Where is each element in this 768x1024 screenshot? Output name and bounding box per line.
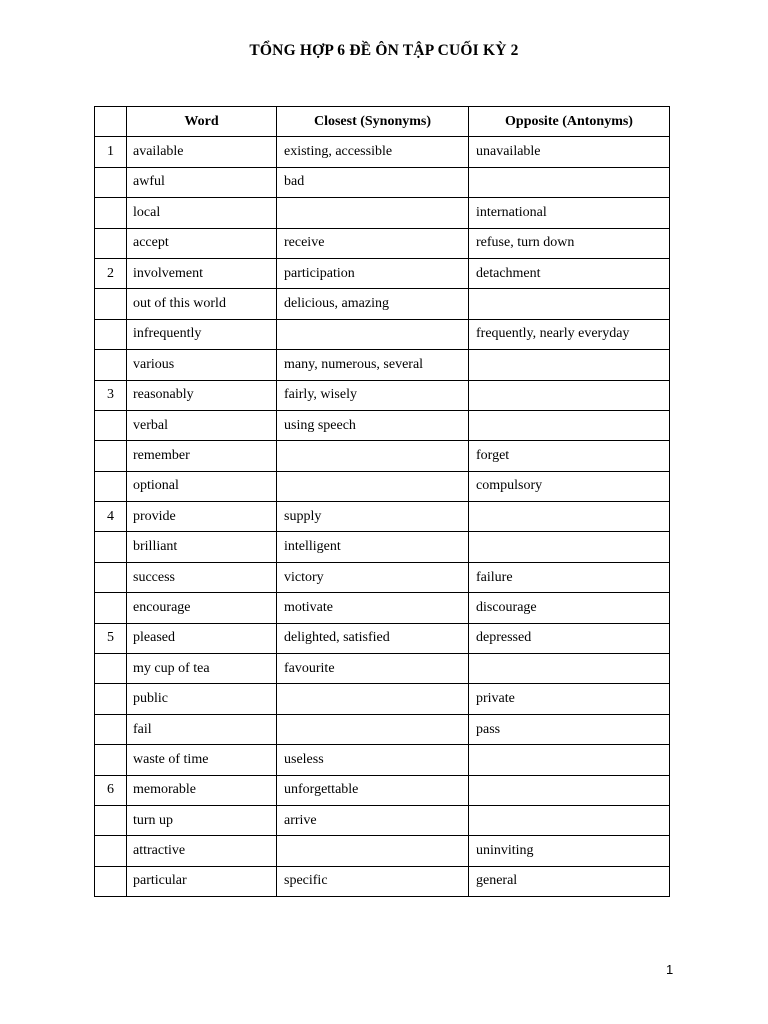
synonyms-cell: bad: [277, 167, 469, 197]
antonyms-cell: detachment: [469, 258, 670, 288]
synonyms-cell: [277, 471, 469, 501]
antonyms-cell: [469, 805, 670, 835]
header-antonyms: Opposite (Antonyms): [469, 107, 670, 137]
row-number: [95, 805, 127, 835]
word-cell: brilliant: [127, 532, 277, 562]
table-row: [95, 289, 670, 319]
table-row: [95, 167, 670, 197]
antonyms-cell: [469, 745, 670, 775]
table-row: [95, 866, 670, 896]
antonyms-cell: forget: [469, 441, 670, 471]
antonyms-cell: uninviting: [469, 836, 670, 866]
word-cell: fail: [127, 714, 277, 744]
word-cell: success: [127, 562, 277, 592]
synonyms-cell: many, numerous, several: [277, 350, 469, 380]
table-header-row: [95, 107, 670, 137]
row-number: 3: [95, 380, 127, 410]
word-cell: turn up: [127, 805, 277, 835]
synonyms-cell: useless: [277, 745, 469, 775]
row-number: [95, 866, 127, 896]
table-row: [95, 258, 670, 288]
word-cell: awful: [127, 167, 277, 197]
word-cell: waste of time: [127, 745, 277, 775]
word-cell: attractive: [127, 836, 277, 866]
table-row: [95, 198, 670, 228]
row-number: [95, 593, 127, 623]
word-cell: available: [127, 137, 277, 167]
word-cell: encourage: [127, 593, 277, 623]
word-cell: local: [127, 198, 277, 228]
synonyms-cell: motivate: [277, 593, 469, 623]
table-row: [95, 836, 670, 866]
synonyms-cell: delicious, amazing: [277, 289, 469, 319]
table-row: [95, 745, 670, 775]
row-number: 2: [95, 258, 127, 288]
antonyms-cell: general: [469, 866, 670, 896]
table-row: [95, 593, 670, 623]
table-row: [95, 684, 670, 714]
row-number: [95, 745, 127, 775]
table-row: [95, 805, 670, 835]
antonyms-cell: [469, 654, 670, 684]
table-row: [95, 137, 670, 167]
antonyms-cell: private: [469, 684, 670, 714]
synonyms-cell: arrive: [277, 805, 469, 835]
vocabulary-table: [94, 106, 670, 897]
antonyms-cell: discourage: [469, 593, 670, 623]
row-number: [95, 441, 127, 471]
word-cell: out of this world: [127, 289, 277, 319]
synonyms-cell: victory: [277, 562, 469, 592]
synonyms-cell: [277, 714, 469, 744]
table-row: [95, 441, 670, 471]
header-number: [95, 107, 127, 137]
table-row: [95, 228, 670, 258]
row-number: 1: [95, 137, 127, 167]
word-cell: accept: [127, 228, 277, 258]
antonyms-cell: international: [469, 198, 670, 228]
row-number: 6: [95, 775, 127, 805]
word-cell: infrequently: [127, 319, 277, 349]
word-cell: various: [127, 350, 277, 380]
antonyms-cell: pass: [469, 714, 670, 744]
table-row: [95, 562, 670, 592]
header-synonyms: Closest (Synonyms): [277, 107, 469, 137]
synonyms-cell: fairly, wisely: [277, 380, 469, 410]
table-row: [95, 350, 670, 380]
synonyms-cell: unforgettable: [277, 775, 469, 805]
antonyms-cell: frequently, nearly everyday: [469, 319, 670, 349]
word-cell: pleased: [127, 623, 277, 653]
antonyms-cell: refuse, turn down: [469, 228, 670, 258]
synonyms-cell: favourite: [277, 654, 469, 684]
synonyms-cell: supply: [277, 502, 469, 532]
antonyms-cell: [469, 410, 670, 440]
synonyms-cell: [277, 198, 469, 228]
antonyms-cell: depressed: [469, 623, 670, 653]
antonyms-cell: failure: [469, 562, 670, 592]
row-number: [95, 228, 127, 258]
page-number: 1: [666, 962, 674, 977]
table-row: [95, 319, 670, 349]
row-number: [95, 198, 127, 228]
word-cell: remember: [127, 441, 277, 471]
antonyms-cell: unavailable: [469, 137, 670, 167]
word-cell: public: [127, 684, 277, 714]
synonyms-cell: specific: [277, 866, 469, 896]
antonyms-cell: [469, 289, 670, 319]
table-row: [95, 714, 670, 744]
synonyms-cell: existing, accessible: [277, 137, 469, 167]
word-cell: involvement: [127, 258, 277, 288]
word-cell: optional: [127, 471, 277, 501]
synonyms-cell: [277, 684, 469, 714]
synonyms-cell: [277, 441, 469, 471]
row-number: [95, 167, 127, 197]
row-number: [95, 684, 127, 714]
word-cell: verbal: [127, 410, 277, 440]
word-cell: reasonably: [127, 380, 277, 410]
synonyms-cell: participation: [277, 258, 469, 288]
table-row: [95, 410, 670, 440]
row-number: [95, 562, 127, 592]
row-number: 4: [95, 502, 127, 532]
header-word: Word: [127, 107, 277, 137]
row-number: [95, 289, 127, 319]
row-number: [95, 532, 127, 562]
row-number: 5: [95, 623, 127, 653]
table-row: [95, 380, 670, 410]
synonyms-cell: receive: [277, 228, 469, 258]
antonyms-cell: [469, 502, 670, 532]
table-row: [95, 471, 670, 501]
synonyms-cell: [277, 836, 469, 866]
table-row: [95, 775, 670, 805]
row-number: [95, 471, 127, 501]
row-number: [95, 319, 127, 349]
row-number: [95, 836, 127, 866]
word-cell: memorable: [127, 775, 277, 805]
row-number: [95, 714, 127, 744]
synonyms-cell: intelligent: [277, 532, 469, 562]
row-number: [95, 350, 127, 380]
synonyms-cell: [277, 319, 469, 349]
table-row: [95, 532, 670, 562]
antonyms-cell: compulsory: [469, 471, 670, 501]
row-number: [95, 654, 127, 684]
word-cell: my cup of tea: [127, 654, 277, 684]
antonyms-cell: [469, 775, 670, 805]
word-cell: provide: [127, 502, 277, 532]
table-body: [95, 137, 670, 897]
row-number: [95, 410, 127, 440]
table-row: [95, 623, 670, 653]
page-title: TỔNG HỢP 6 ĐỀ ÔN TẬP CUỐI KỲ 2: [249, 42, 519, 59]
table-row: [95, 502, 670, 532]
synonyms-cell: using speech: [277, 410, 469, 440]
antonyms-cell: [469, 350, 670, 380]
table-row: [95, 654, 670, 684]
antonyms-cell: [469, 532, 670, 562]
synonyms-cell: delighted, satisfied: [277, 623, 469, 653]
antonyms-cell: [469, 167, 670, 197]
antonyms-cell: [469, 380, 670, 410]
word-cell: particular: [127, 866, 277, 896]
